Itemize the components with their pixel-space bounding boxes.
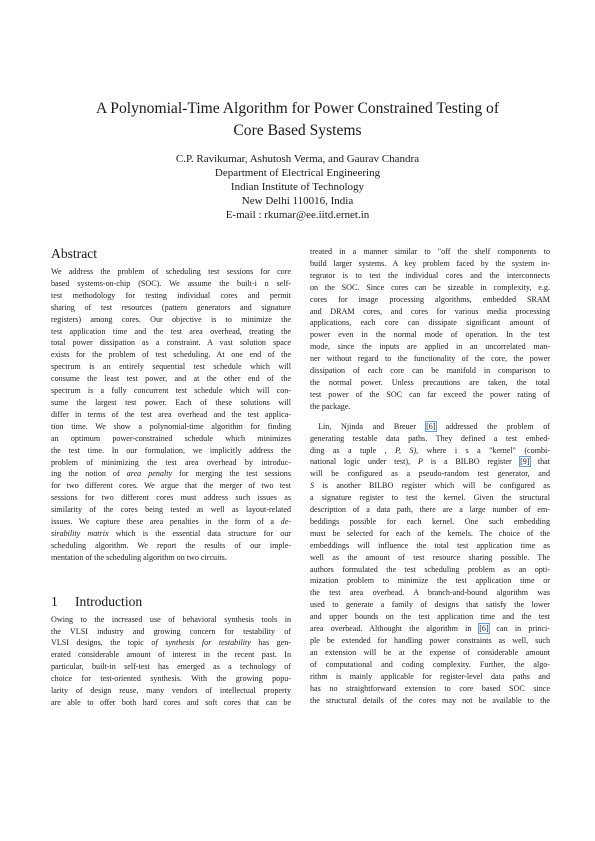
body-line-part: ding as a tuple: [310, 445, 385, 455]
body-line: test power of the SOC can far exceed the power rating of: [310, 389, 550, 399]
citation-link-6[interactable]: [6]: [426, 421, 436, 431]
abstract-line: sessions for two different cores must address such issues as: [51, 493, 291, 503]
abstract-italic-term: sirability matrix: [51, 528, 109, 538]
abstract-line: [51, 528, 291, 540]
body-line: used to generate a family of designs that satisfy the lower: [310, 600, 550, 610]
abstract-line: registers) among cores. Our objective is to minimize the: [51, 314, 291, 324]
intro-line-part: has gen-: [250, 638, 291, 648]
body-line: cores for image processing algorithms, embedded SRAM: [310, 294, 550, 304]
body-line: tegrator is to test the individual cores and the interconnects: [310, 270, 550, 280]
body-line: ner without regard to the functionality of the core, the power: [310, 354, 550, 364]
body-line: the package.: [310, 401, 351, 411]
right-para-1: [310, 246, 550, 413]
body-line: will be configured as a pseudo-random test generator, and: [310, 469, 550, 479]
citation-link-6b[interactable]: [6]: [479, 624, 489, 634]
body-line: generating testable data paths. They defined a test embed-: [310, 433, 550, 443]
abstract-line: for two different cores. We argue that the merger of two test: [51, 481, 291, 491]
intro-line: particular, built-in self-test has emerged as a technology of: [51, 662, 291, 672]
abstract-line: mentation of the scheduling algorithm on two circuits.: [51, 552, 227, 562]
abstract-line: sharing of test resources (pattern generators and signature: [51, 302, 291, 312]
body-line: [310, 445, 550, 457]
intro-line: Owing to the increased use of behavioral synthesis tools in: [51, 614, 291, 624]
body-line-part: that: [530, 457, 550, 467]
abstract-line: based systems-on-chip (SOC). We assume the built-i n self-: [51, 278, 291, 288]
body-line: [310, 456, 550, 468]
title-line-2: Core Based Systems: [233, 122, 362, 139]
body-line: mode, since the inputs are applied in an uncorrelated man-: [310, 342, 550, 352]
section-number: 1: [51, 593, 58, 609]
body-line: power even in the normal mode of operation. In the test: [310, 330, 550, 340]
author-city: New Delhi 110016, India: [241, 195, 354, 207]
abstract-line-part: for merging the test sessions: [172, 469, 291, 479]
intro-heading: [51, 594, 291, 614]
intro-text: [51, 614, 291, 709]
abstract-italic-term: de-: [280, 517, 291, 527]
body-line: the test area overhead. A branch-and-bound algorithm was: [310, 588, 550, 598]
body-line-part: where i s a "kernel" (combi-: [418, 445, 550, 455]
body-line: authors formulated the test scheduling problem as an opti-: [310, 564, 550, 574]
abstract-line: spectrum is a fully concurrent test schedule which will con-: [51, 386, 291, 396]
body-line: must be selected for each of the kernels. The choice of the: [310, 528, 550, 538]
body-line: and upper bounds on the test application time and the test: [310, 612, 550, 622]
abstract-line: scheduling algorithm. We report the results of our imple-: [51, 540, 291, 550]
body-line: an extension will be at the expense of considerable amount: [310, 647, 550, 657]
body-line: rithm is mainly applicable for register-level data paths and: [310, 671, 550, 681]
abstract-line: exists for the problem of test scheduling. At one end of the: [51, 350, 291, 360]
body-line: ple be extended for handling power constraints as well, such: [310, 636, 550, 645]
intro-line: erated considerable amount of interest in the recent past. In: [51, 650, 291, 660]
abstract-line: problem of minimizing the test area overhead by introduc-: [51, 457, 291, 467]
body-italic-term: P: [417, 457, 423, 467]
title-line-1: A Polynomial-Time Algorithm for Power Constrained Testing of: [95, 100, 500, 117]
author-block: [40, 152, 555, 222]
body-line: mization problem to minimize the test application time or: [310, 576, 550, 586]
body-line: a signature register to test the kernel. Given the structural: [310, 493, 550, 503]
body-italic-term: , P, S),: [384, 445, 419, 455]
abstract-line: similarity of the cores being tested as well as layout-related: [51, 505, 291, 515]
abstract-line: test methodology for testing individual cores and permit: [51, 290, 291, 300]
body-italic-term: S: [310, 481, 315, 491]
body-line: the normal power. Unless precautions are taken, the total: [310, 377, 550, 387]
abstract-line: spectrum is an entirely sequential test schedule which will: [51, 362, 291, 372]
author-email: E-mail : rkumar@ee.iitd.ernet.in: [225, 209, 370, 221]
abstract-line-part: ing the notion of: [51, 469, 127, 479]
author-institute: Indian Institute of Technology: [230, 181, 365, 193]
right-para-2: [310, 421, 550, 707]
intro-italic-term: of synthesis for testability: [151, 638, 251, 648]
body-line: beddings possible for each kernel. One such embedding: [310, 516, 550, 526]
abstract-line: the test time. In our formulation, we implicitly address the: [51, 445, 291, 455]
abstract-italic-term: area penalty: [126, 469, 173, 479]
abstract-line-part: issues. We capture these area penalties in the form of a: [51, 517, 281, 527]
right-column: [310, 246, 550, 706]
author-names: C.P. Ravikumar, Ashutosh Verma, and Gaurav Chandra: [175, 153, 420, 165]
abstract-line: differ in terms of the test area overhead and the test applica-: [51, 409, 291, 419]
left-column: [51, 246, 291, 709]
abstract-line: an optimum power-constrained schedule which minimizes: [51, 433, 291, 443]
body-line: [310, 623, 550, 635]
body-line-part: addressed the problem of: [436, 421, 551, 431]
intro-line: the VLSI industry and growing concern for testability of: [51, 626, 291, 636]
body-line-part: national logic under test),: [310, 457, 418, 467]
intro-line: are able to offer both hard cores and soft cores that can be: [51, 698, 291, 707]
body-line: dissipation of each core can be manifold in comparison to: [310, 366, 550, 376]
body-line: the structural details of the cores may not be available to the: [310, 695, 550, 705]
body-line-part: is another BILBO register which will be configured as: [314, 481, 550, 491]
abstract-line: test application time and the test area overhead, treating the: [51, 326, 291, 336]
body-line: on the SOC. Since cores can be sizeable in complexity, e.g.: [310, 282, 550, 292]
section-title: Introduction: [75, 593, 143, 609]
abstract-line: consume the least test power, and at the other end of the: [51, 374, 291, 384]
abstract-line: We address the problem of scheduling test sessions for core: [51, 267, 291, 276]
abstract-line: tion time. We show a polynomial-time algorithm for finding: [51, 421, 291, 431]
intro-line: [51, 637, 291, 649]
body-line: applications, each core can dissipate significant amount of: [310, 318, 550, 328]
abstract-line: [51, 468, 291, 480]
body-line-part: can in princi-: [489, 624, 550, 634]
body-line: embeddings will influence the total test application time as: [310, 540, 550, 550]
body-line: of computational and coding complexity. Further, the algo-: [310, 659, 550, 669]
body-line: description of a data path, there are a large number of em-: [310, 505, 550, 515]
abstract-text: [51, 266, 291, 564]
body-line: build larger systems. A key problem faced by the system in-: [310, 258, 550, 268]
abstract-line: total power dissipation as a constraint. A vast solution space: [51, 338, 291, 348]
author-department: Department of Electrical Engineering: [214, 167, 381, 179]
body-line: [310, 421, 550, 433]
abstract-line-part: which is the essential data structure for our: [115, 528, 291, 538]
abstract-heading: Abstract: [51, 246, 98, 261]
abstract-line: [51, 516, 291, 528]
body-line: well as the amount of test resource sharing possible. The: [310, 552, 550, 562]
body-line: treated in a manner similar to "off the shelf components to: [310, 247, 550, 256]
intro-line: choice for test-oriented synthesis. With the growing popu-: [51, 674, 291, 684]
body-line-part: area overhead. Althought the algorithm in: [310, 624, 479, 634]
paper-title: [40, 98, 555, 142]
abstract-line: sume the largest test power. Each of these solutions will: [51, 397, 291, 407]
intro-line-part: VLSI designs, the topic: [51, 638, 152, 648]
body-line: has no straightforward extension to core based SOC since: [310, 683, 550, 693]
body-line-part: Lin, Njinda and Breuer: [318, 421, 426, 431]
intro-line: larity of design reuse, many vendors of intellectual property: [51, 686, 291, 696]
body-line: [310, 480, 550, 492]
body-line-part: is a BILBO register: [422, 457, 520, 467]
body-line: and DRAM cores, and cores for various media processing: [310, 306, 550, 316]
citation-link-9[interactable]: [9]: [520, 457, 530, 467]
